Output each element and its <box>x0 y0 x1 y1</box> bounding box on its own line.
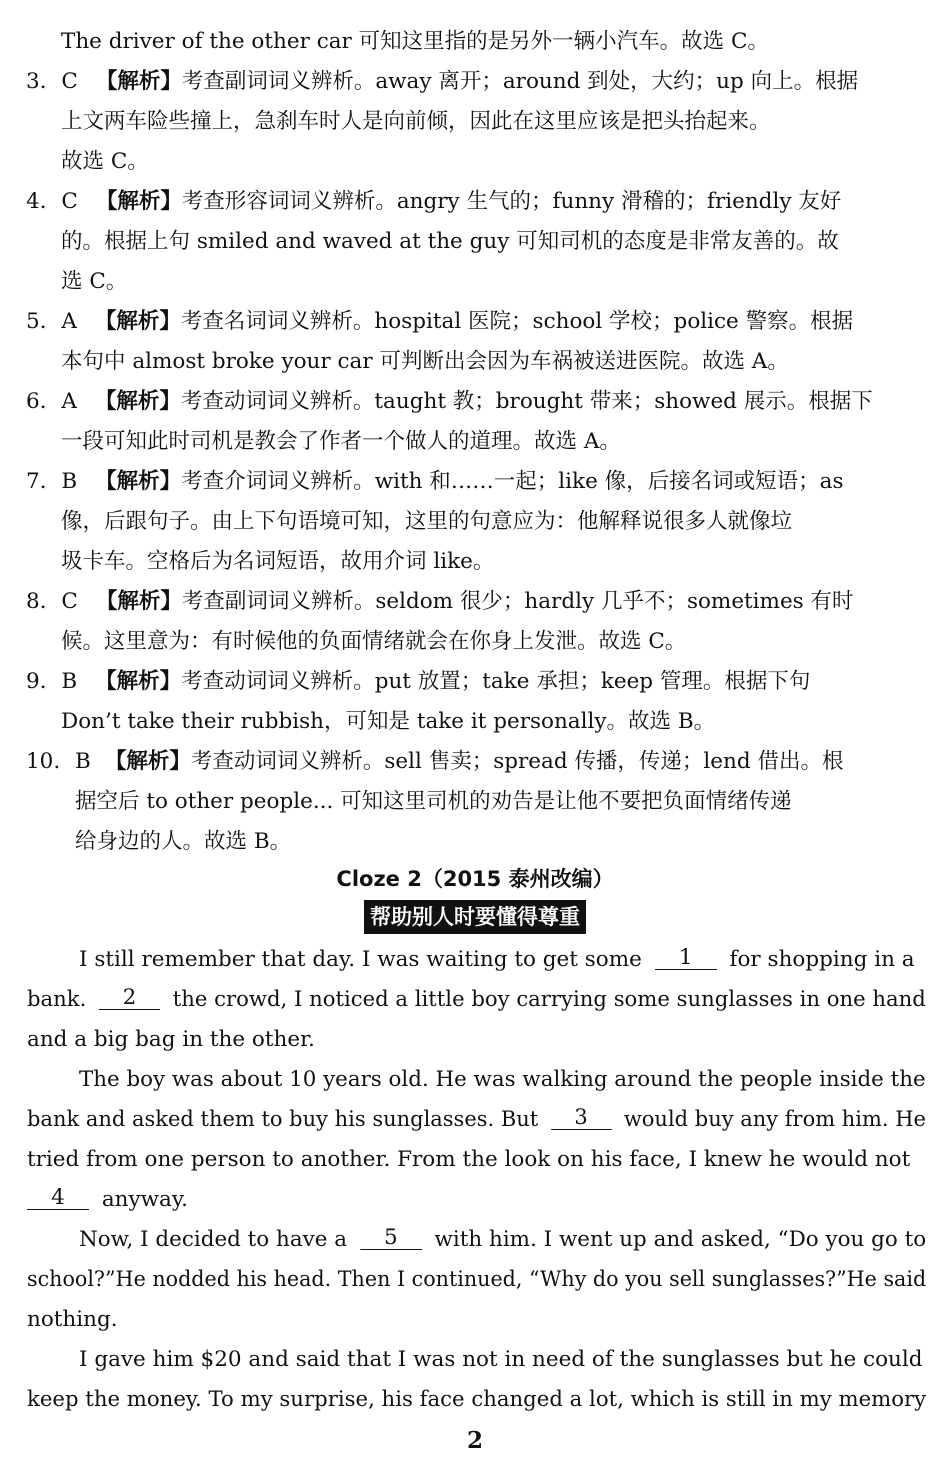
item-text: 考查名词词义辨析。hospital 医院；school 学校；police 警察。根据 <box>180 309 854 334</box>
cloze-p4-line2: keep the money. To my surprise, his face changed a lot, which is still in my memory <box>27 1387 927 1412</box>
answer-item-8 <box>26 582 854 622</box>
blank-1: 1 <box>655 947 717 970</box>
cloze-p1-line1 <box>79 940 915 980</box>
page-number: 2 <box>466 1427 483 1454</box>
item-text: 考查介词词义辨析。with 和……一起；like 像，后接名词或短语；as <box>181 469 844 494</box>
item-text-line: 候。这里意为：有时候他的负面情绪就会在你身上发泄。故选 C。 <box>61 629 687 654</box>
text: would buy any from him. He <box>623 1107 926 1132</box>
item-choice: C <box>61 589 78 614</box>
answer-item-4 <box>26 182 841 222</box>
answer-item-10 <box>26 742 843 782</box>
item-text-line: 给身边的人。故选 B。 <box>75 829 292 854</box>
item-number: 4. <box>26 189 47 214</box>
item-text-line: 的。根据上句 smiled and waved at the guy 可知司机的态度是非常友善的。故 <box>61 229 839 254</box>
text: anyway. <box>101 1187 189 1212</box>
answer-item-7 <box>26 462 843 502</box>
analysis-tag: 【解析】 <box>95 589 182 614</box>
text: for shopping in a <box>729 947 915 972</box>
cloze-p2-line1: The boy was about 10 years old. He was walking around the people inside the <box>79 1067 926 1092</box>
item-text-line: 圾卡车。空格后为名词短语，故用介词 like。 <box>61 549 495 574</box>
answer-item-5 <box>26 302 853 342</box>
cloze-p1-line2 <box>27 980 926 1020</box>
item-number: 10. <box>26 749 61 774</box>
item-text-line: 选 C。 <box>61 269 128 294</box>
blank-2: 2 <box>99 987 160 1010</box>
item-number: 8. <box>26 589 47 614</box>
item-text-line: 像，后跟句子。由上下句语境可知，这里的句意应为：他解释说很多人就像垃 <box>61 509 793 534</box>
cloze-title: Cloze 2（2015 泰州改编） <box>336 867 614 891</box>
analysis-tag: 【解析】 <box>94 309 181 334</box>
item-text: 考查副词词义辨析。away 离开；around 到处，大约；up 向上。根据 <box>181 69 859 94</box>
cloze-p3-line2: school?”He nodded his head. Then I continued, “Why do you sell sunglasses?”He said <box>27 1267 927 1292</box>
blank-5: 5 <box>360 1227 422 1250</box>
blank-4: 4 <box>27 1187 89 1210</box>
item-choice: C <box>61 69 78 94</box>
item-text-line: 据空后 to other people... 可知这里司机的劝告是让他不要把负面情绪传递 <box>75 789 792 814</box>
text: with him. I went up and asked, “Do you go to <box>434 1227 927 1252</box>
item-number: 5. <box>26 309 47 334</box>
text: bank. <box>27 987 87 1012</box>
cloze-p3-line1 <box>79 1220 926 1260</box>
item-text-line: 本句中 almost broke your car 可判断出会因为车祸被送进医院。故选 A。 <box>61 349 789 374</box>
cloze-p3-line3: nothing. <box>27 1307 118 1332</box>
item-choice: A <box>61 389 77 414</box>
cloze-p2-line2 <box>27 1100 926 1140</box>
cloze-p4-line1: I gave him $20 and said that I was not in need of the sunglasses but he could <box>79 1347 923 1372</box>
analysis-tag: 【解析】 <box>104 749 191 774</box>
item-text: 考查动词词义辨析。put 放置；take 承担；keep 管理。根据下句 <box>181 669 811 694</box>
analysis-tag: 【解析】 <box>95 69 182 94</box>
item-text-line: 上文两车险些撞上，急刹车时人是向前倾，因此在这里应该是把头抬起来。 <box>61 109 771 134</box>
item-choice: B <box>61 669 78 694</box>
text: the crowd, I noticed a little boy carrying some sunglasses in one hand <box>172 987 926 1012</box>
analysis-tag: 【解析】 <box>95 669 182 694</box>
item-text: 考查形容词词义辨析。angry 生气的；funny 滑稽的；friendly 友好 <box>181 189 842 214</box>
item-choice: A <box>61 309 77 334</box>
item-number: 6. <box>26 389 47 414</box>
answer-continuation: The driver of the other car 可知这里指的是另外一辆小汽车。故选 C。 <box>61 29 769 54</box>
cloze-subtitle: 帮助别人时要懂得尊重 <box>364 900 586 934</box>
cloze-p2-line4 <box>27 1180 188 1220</box>
item-text: 考查副词词义辨析。seldom 很少；hardly 几乎不；sometimes 有时 <box>181 589 854 614</box>
item-text: 考查动词词义辨析。taught 教；brought 带来；showed 展示。根据下 <box>180 389 873 414</box>
cloze-p2-line3: tried from one person to another. From the look on his face, I knew he would not <box>27 1147 911 1172</box>
item-choice: B <box>61 469 78 494</box>
text: I still remember that day. I was waiting to get some <box>79 947 642 972</box>
item-choice: B <box>75 749 91 774</box>
answer-item-9 <box>26 662 810 702</box>
answer-item-3 <box>26 62 858 102</box>
analysis-tag: 【解析】 <box>95 189 182 214</box>
cloze-subtitle-wrap <box>0 900 950 934</box>
cloze-p1-line3: and a big bag in the other. <box>27 1027 315 1052</box>
blank-3: 3 <box>551 1107 612 1130</box>
text: bank and asked them to buy his sunglasses. But <box>27 1107 539 1132</box>
item-choice: C <box>61 189 78 214</box>
item-text-line: 一段可知此时司机是教会了作者一个做人的道理。故选 A。 <box>61 429 621 454</box>
item-number: 9. <box>26 669 47 694</box>
answer-item-6 <box>26 382 873 422</box>
item-number: 7. <box>26 469 47 494</box>
item-text-line: 故选 C。 <box>61 149 149 174</box>
text: Now, I decided to have a <box>79 1227 348 1252</box>
item-text: 考查动词词义辨析。sell 售卖；spread 传播，传递；lend 借出。根 <box>190 749 844 774</box>
item-number: 3. <box>26 69 47 94</box>
item-text-line: Don’t take their rubbish，可知是 take it personally。故选 B。 <box>61 709 716 734</box>
analysis-tag: 【解析】 <box>95 469 182 494</box>
analysis-tag: 【解析】 <box>94 389 181 414</box>
